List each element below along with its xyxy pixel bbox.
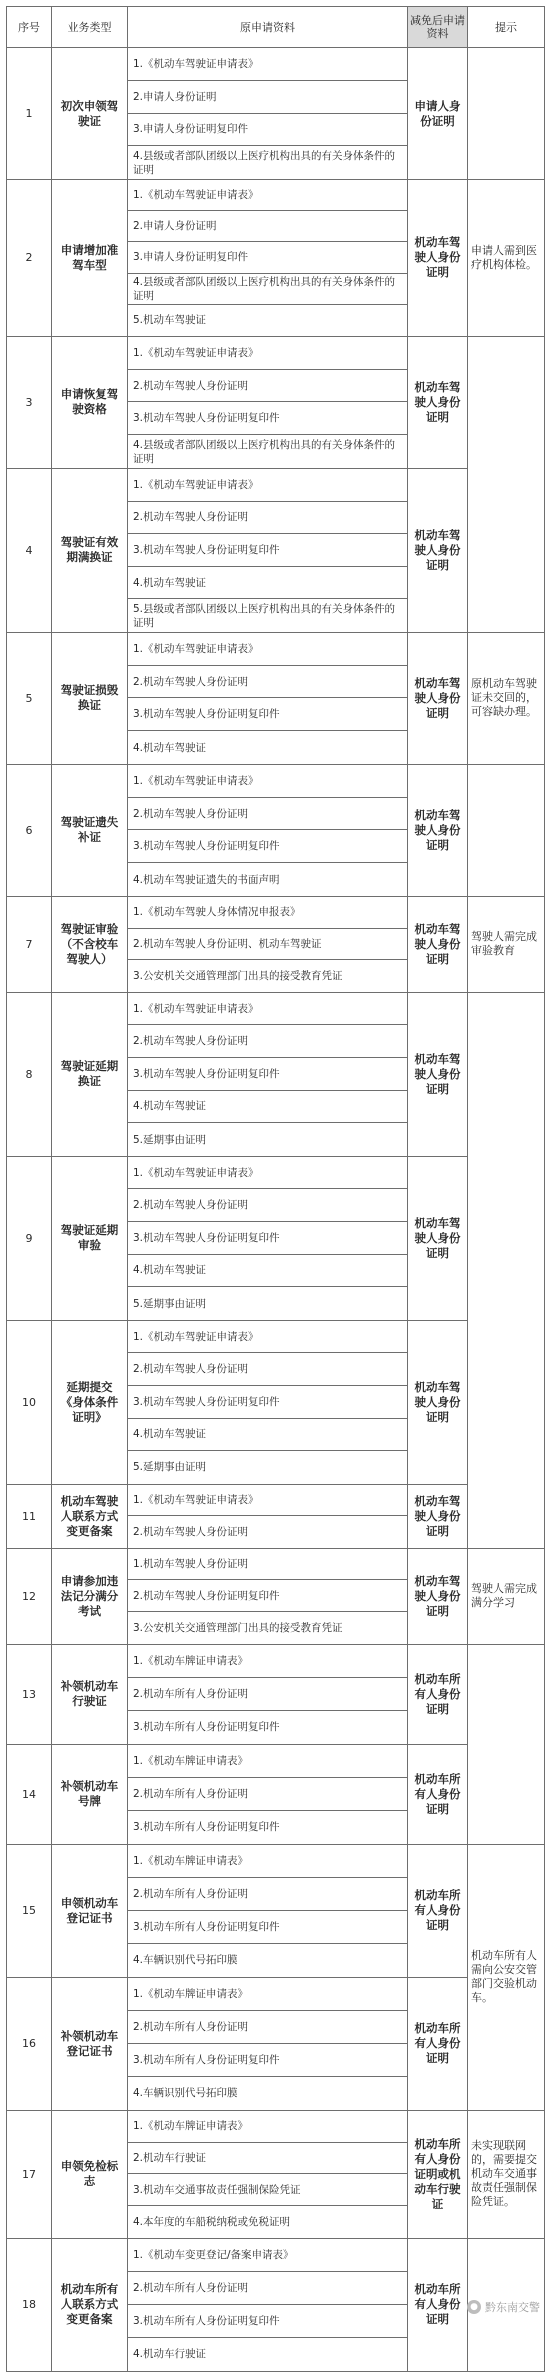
- reduced-materials: 机动车所有人身份证明: [408, 1844, 468, 1977]
- table-row: [7, 992, 545, 1156]
- table-row: [7, 336, 545, 468]
- material-item: 1.《机动车驾驶证申请表》: [128, 633, 407, 666]
- material-item: 1.《机动车驾驶证申请表》: [128, 337, 407, 370]
- material-item: 3.机动车驾驶人身份证明复印件: [128, 698, 407, 731]
- original-materials: [128, 1156, 408, 1320]
- reduced-materials: 机动车驾驶人身份证明: [408, 632, 468, 764]
- reduced-materials: 机动车驾驶人身份证明: [408, 1156, 468, 1320]
- business-type: 机动车所有人联系方式变更备案: [52, 2238, 128, 2371]
- row-number: 16: [7, 1977, 52, 2110]
- original-materials: [128, 468, 408, 632]
- material-item: 5.延期事由证明: [133, 1297, 207, 1310]
- material-item: 4.机动车驾驶证: [128, 567, 407, 600]
- business-type: 驾驶证有效期满换证: [52, 468, 128, 632]
- reduced-materials: 机动车所有人身份证明: [408, 1744, 468, 1844]
- material-item: 5.机动车驾驶证: [133, 314, 207, 327]
- row-number: 1: [7, 48, 52, 180]
- material-item: 2.机动车驾驶人身份证明: [128, 502, 407, 535]
- row-number: 7: [7, 896, 52, 992]
- material-item: 4.本年度的车船税纳税或免税证明: [133, 2215, 291, 2228]
- original-materials: [128, 2110, 408, 2238]
- wechat-icon: ●: [467, 2300, 481, 2314]
- note-text: 驾驶人需完成审验教育: [468, 896, 545, 992]
- material-item: 1.《机动车变更登记/备案申请表》: [128, 2239, 407, 2272]
- business-type: 机动车驾驶人联系方式变更备案: [52, 1484, 128, 1548]
- table-row: [7, 1644, 545, 1744]
- header-type: 业务类型: [52, 7, 128, 48]
- business-type: 驾驶证损毁换证: [52, 632, 128, 764]
- watermark-text: 黔东南交警: [485, 2301, 540, 2314]
- business-type: 补领机动车号牌: [52, 1744, 128, 1844]
- business-type: 延期提交《身体条件证明》: [52, 1320, 128, 1484]
- note-text: 驾驶人需完成满分学习: [468, 1548, 545, 1644]
- table-row: [7, 2110, 545, 2238]
- material-item: 2.机动车驾驶人身份证明: [128, 1189, 407, 1222]
- row-number: 13: [7, 1644, 52, 1744]
- reduced-materials: 机动车驾驶人身份证明: [408, 180, 468, 337]
- original-materials: [128, 1320, 408, 1484]
- material-item: 4.机动车驾驶证: [133, 741, 207, 754]
- material-item: 1.《机动车牌证申请表》: [128, 2111, 407, 2143]
- material-item: 4.县级或者部队团级以上医疗机构出具的有关身体条件的证明: [133, 149, 396, 176]
- material-item: 2.机动车驾驶人身份证明: [133, 1526, 249, 1539]
- table-row: [7, 1320, 545, 1484]
- business-type: 补领机动车行驶证: [52, 1644, 128, 1744]
- reduced-materials: 机动车所有人身份证明: [408, 1644, 468, 1744]
- material-item: 4.机动车驾驶证: [128, 1255, 407, 1288]
- material-item: 2.机动车所有人身份证明: [128, 1678, 407, 1711]
- row-number: 9: [7, 1156, 52, 1320]
- material-item: 2.机动车驾驶人身份证明复印件: [128, 1580, 407, 1612]
- material-item: 2.机动车驾驶人身份证明: [128, 1353, 407, 1386]
- header-note: 提示: [468, 7, 545, 48]
- original-materials: [128, 1977, 408, 2110]
- material-item: 3.机动车所有人身份证明复印件: [133, 1721, 280, 1734]
- material-item: 2.机动车驾驶人身份证明、机动车驾驶证: [128, 929, 407, 961]
- row-number: 12: [7, 1548, 52, 1644]
- note-text: 申请人需到医疗机构体检。: [468, 180, 545, 337]
- business-type: 驾驶证延期审验: [52, 1156, 128, 1320]
- material-item: 5.县级或者部队团级以上医疗机构出具的有关身体条件的证明: [133, 602, 396, 629]
- material-item: 5.延期事由证明: [133, 1133, 207, 1146]
- material-item: 2.机动车驾驶人身份证明: [128, 1025, 407, 1058]
- header-num: 序号: [7, 7, 52, 48]
- material-item: 4.车辆识别代号拓印膜: [133, 1954, 238, 1967]
- table-row: [7, 2238, 545, 2371]
- material-item: 2.申请人身份证明: [128, 81, 407, 114]
- row-number: 2: [7, 180, 52, 337]
- original-materials: [128, 896, 408, 992]
- material-item: 2.申请人身份证明: [128, 211, 407, 242]
- material-item: 4.车辆识别代号拓印膜: [133, 2087, 238, 2100]
- row-number: 5: [7, 632, 52, 764]
- table-row: [7, 48, 545, 180]
- material-item: 4.机动车驾驶证: [128, 1419, 407, 1452]
- original-materials: [128, 992, 408, 1156]
- table-row: [7, 896, 545, 992]
- row-number: 4: [7, 468, 52, 632]
- reduced-materials: 机动车驾驶人身份证明: [408, 1548, 468, 1644]
- table-row: [7, 1977, 545, 2110]
- material-item: 3.申请人身份证明复印件: [128, 114, 407, 147]
- material-item: 3.机动车驾驶人身份证明复印件: [128, 830, 407, 863]
- table-row: [7, 180, 545, 337]
- original-materials: [128, 764, 408, 896]
- material-item: 1.《机动车牌证申请表》: [128, 1745, 407, 1778]
- material-item: 2.机动车行驶证: [128, 2143, 407, 2175]
- material-item: 2.机动车驾驶人身份证明: [128, 798, 407, 831]
- material-item: 1.《机动车牌证申请表》: [128, 1645, 407, 1678]
- material-item: 1.《机动车驾驶证申请表》: [128, 993, 407, 1026]
- material-item: 4.机动车行驶证: [133, 2348, 207, 2361]
- material-item: 2.机动车所有人身份证明: [128, 1778, 407, 1811]
- material-item: 1.《机动车驾驶证申请表》: [128, 1485, 407, 1517]
- table-row: [7, 632, 545, 764]
- business-type: 补领机动车登记证书: [52, 1977, 128, 2110]
- material-item: 2.机动车所有人身份证明: [128, 1878, 407, 1911]
- reduced-materials: 机动车驾驶人身份证明: [408, 1484, 468, 1548]
- reduced-materials: 机动车所有人身份证明: [408, 1977, 468, 2110]
- table-row: [7, 1548, 545, 1644]
- table-row: [7, 1156, 545, 1320]
- note-empty: [468, 1644, 545, 1844]
- note-empty: [468, 764, 545, 896]
- reduced-materials: 机动车所有人身份证明或机动车行驶证: [408, 2110, 468, 2238]
- table-row: [7, 468, 545, 632]
- original-materials: [128, 1644, 408, 1744]
- reduced-materials: 机动车驾驶人身份证明: [408, 896, 468, 992]
- reduced-materials: 机动车所有人身份证明: [408, 2238, 468, 2371]
- material-item: 1.机动车驾驶人身份证明: [128, 1549, 407, 1581]
- material-item: 1.《机动车驾驶证申请表》: [128, 180, 407, 211]
- reduced-materials: 机动车驾驶人身份证明: [408, 336, 468, 468]
- material-item: 2.机动车所有人身份证明: [128, 2011, 407, 2044]
- original-materials: [128, 1484, 408, 1548]
- row-number: 6: [7, 764, 52, 896]
- material-item: 2.机动车驾驶人身份证明: [128, 666, 407, 699]
- material-item: 4.机动车驾驶证遗失的书面声明: [133, 873, 280, 886]
- material-item: 2.机动车驾驶人身份证明: [128, 370, 407, 403]
- header-original: 原申请资料: [128, 7, 408, 48]
- material-item: 3.机动车所有人身份证明复印件: [128, 1911, 407, 1944]
- row-number: 10: [7, 1320, 52, 1484]
- material-item: 1.《机动车驾驶证申请表》: [128, 469, 407, 502]
- note-empty: [468, 48, 545, 180]
- table-row: [7, 1484, 545, 1548]
- watermark: [467, 2299, 540, 2315]
- note-text: 未实现联网的，需要提交机动车交通事故责任强制保险凭证。: [468, 2110, 545, 2238]
- original-materials: [128, 1744, 408, 1844]
- table-row: [7, 1844, 545, 1977]
- original-materials: [128, 632, 408, 764]
- material-item: 3.公安机关交通管理部门出具的接受教育凭证: [133, 970, 343, 983]
- material-item: 5.延期事由证明: [133, 1461, 207, 1474]
- business-type: 申领机动车登记证书: [52, 1844, 128, 1977]
- note-text: 原机动车驾驶证未交回的，可容缺办理。: [468, 632, 545, 764]
- material-item: 3.机动车所有人身份证明复印件: [128, 2044, 407, 2077]
- material-item: 1.《机动车驾驶证申请表》: [128, 48, 407, 81]
- material-item: 3.机动车所有人身份证明复印件: [133, 1821, 280, 1834]
- material-item: 4.县级或者部队团级以上医疗机构出具的有关身体条件的证明: [133, 438, 396, 465]
- business-type: 申请恢复驾驶资格: [52, 336, 128, 468]
- original-materials: [128, 336, 408, 468]
- material-item: 1.《机动车驾驶证申请表》: [128, 765, 407, 798]
- material-item: 4.县级或者部队团级以上医疗机构出具的有关身体条件的证明: [128, 274, 407, 305]
- business-type: 驾驶证审验（不含校车驾驶人）: [52, 896, 128, 992]
- original-materials: [128, 1844, 408, 1977]
- reduced-materials: 机动车驾驶人身份证明: [408, 1320, 468, 1484]
- row-number: 18: [7, 2238, 52, 2371]
- reduced-materials: 机动车驾驶人身份证明: [408, 764, 468, 896]
- material-item: 3.公安机关交通管理部门出具的接受教育凭证: [133, 1621, 343, 1634]
- material-item: 1.《机动车驾驶人身体情况申报表》: [128, 897, 407, 929]
- business-type: 申领免检标志: [52, 2110, 128, 2238]
- row-number: 17: [7, 2110, 52, 2238]
- business-type: 驾驶证遗失补证: [52, 764, 128, 896]
- original-materials: [128, 2238, 408, 2371]
- material-item: 3.机动车驾驶人身份证明复印件: [128, 1386, 407, 1419]
- material-item: 3.机动车驾驶人身份证明复印件: [128, 402, 407, 435]
- business-type: 申请参加违法记分满分考试: [52, 1548, 128, 1644]
- header-row: [7, 7, 545, 48]
- material-item: 3.机动车所有人身份证明复印件: [128, 2305, 407, 2338]
- row-number: 11: [7, 1484, 52, 1548]
- reduced-materials: 机动车驾驶人身份证明: [408, 468, 468, 632]
- header-reduced: 减免后申请资料: [408, 7, 468, 48]
- material-item: 4.机动车驾驶证: [128, 1091, 407, 1124]
- requirements-table: [6, 6, 545, 2372]
- note-empty: [468, 992, 545, 1548]
- row-number: 8: [7, 992, 52, 1156]
- row-number: 3: [7, 336, 52, 468]
- material-item: 2.机动车所有人身份证明: [128, 2272, 407, 2305]
- row-number: 14: [7, 1744, 52, 1844]
- table-row: [7, 764, 545, 896]
- material-item: 1.《机动车牌证申请表》: [128, 1845, 407, 1878]
- reduced-materials: 机动车驾驶人身份证明: [408, 992, 468, 1156]
- note-text: 机动车所有人需向公安交管部门交验机动车。: [468, 1844, 545, 2110]
- material-item: 3.机动车驾驶人身份证明复印件: [128, 1058, 407, 1091]
- business-type: 初次申领驾驶证: [52, 48, 128, 180]
- material-item: 3.机动车交通事故责任强制保险凭证: [128, 2174, 407, 2206]
- material-item: 3.机动车驾驶人身份证明复印件: [128, 534, 407, 567]
- table-row: [7, 1744, 545, 1844]
- business-type: 驾驶证延期换证: [52, 992, 128, 1156]
- business-type: 申请增加准驾车型: [52, 180, 128, 337]
- note-empty: [468, 336, 545, 632]
- row-number: 15: [7, 1844, 52, 1977]
- material-item: 1.《机动车牌证申请表》: [128, 1978, 407, 2011]
- material-item: 1.《机动车驾驶证申请表》: [128, 1321, 407, 1354]
- material-item: 3.机动车驾驶人身份证明复印件: [128, 1222, 407, 1255]
- original-materials: [128, 1548, 408, 1644]
- original-materials: [128, 180, 408, 337]
- material-item: 1.《机动车驾驶证申请表》: [128, 1157, 407, 1190]
- material-item: 3.申请人身份证明复印件: [128, 242, 407, 273]
- original-materials: [128, 48, 408, 180]
- reduced-materials: 申请人身份证明: [408, 48, 468, 180]
